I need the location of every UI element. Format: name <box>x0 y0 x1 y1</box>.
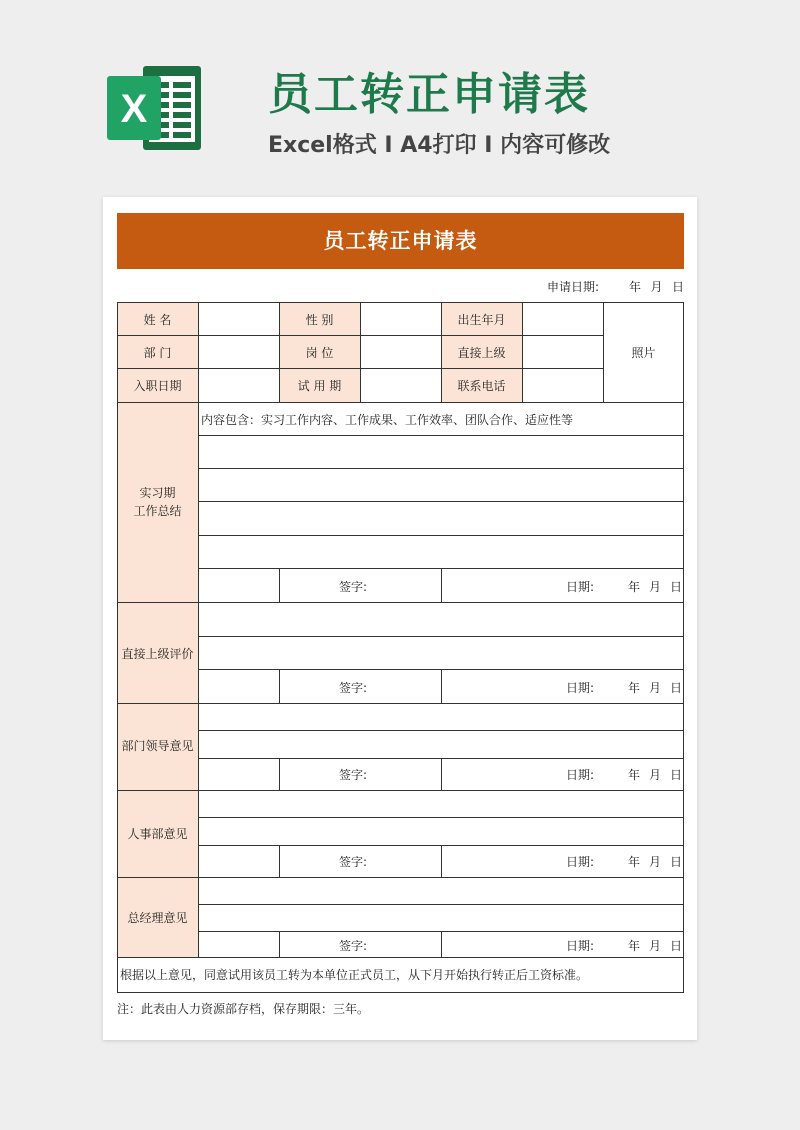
name-field[interactable] <box>199 303 279 335</box>
supervisor-eval-label: 直接上级评价 <box>121 647 194 661</box>
dept-leader-label: 部门领导意见 <box>121 739 194 753</box>
gm-date-value[interactable]: 年 月 日 <box>628 939 682 953</box>
summary-sign-label: 签字: <box>339 580 368 594</box>
dept-leader-area[interactable] <box>199 704 683 758</box>
dept-leader-date-value[interactable]: 年 月 日 <box>628 768 682 782</box>
summary-label-line1: 实习期 <box>139 486 176 500</box>
supervisor-field[interactable] <box>523 336 603 368</box>
dept-leader-sign-label: 签字: <box>339 768 368 782</box>
photo-box[interactable] <box>604 303 683 402</box>
probation-label: 试 用 期 <box>297 379 342 393</box>
entry-date-label: 入职日期 <box>133 379 182 393</box>
phone-label: 联系电话 <box>457 379 506 393</box>
photo-label: 照片 <box>631 346 656 360</box>
summary-text-area[interactable] <box>199 436 683 568</box>
birth-field[interactable] <box>523 303 603 335</box>
gm-opinion-label: 总经理意见 <box>127 911 188 925</box>
dept-field[interactable] <box>199 336 279 368</box>
dept-label: 部 门 <box>143 346 172 360</box>
gender-label: 性 别 <box>305 313 334 327</box>
gm-sign-label: 签字: <box>339 939 368 953</box>
form-paper <box>103 197 697 1040</box>
apply-date-value[interactable]: 年 月 日 <box>629 280 684 294</box>
hr-opinion-label: 人事部意见 <box>127 827 188 841</box>
supervisor-label: 直接上级 <box>457 346 506 360</box>
hr-opinion-area[interactable] <box>199 791 683 845</box>
gm-opinion-area[interactable] <box>199 878 683 931</box>
apply-date-row <box>117 273 684 299</box>
page-subtitle: Excel格式 I A4打印 I 内容可修改 <box>268 133 611 158</box>
summary-content-hint: 内容包含：实习工作内容、工作成果、工作效率、团队合作、适应性等 <box>201 413 574 427</box>
entry-date-field[interactable] <box>199 369 279 402</box>
hr-sign-label: 签字: <box>339 855 368 869</box>
form-title: 员工转正申请表 <box>117 213 684 269</box>
supervisor-date-value[interactable]: 年 月 日 <box>628 681 682 695</box>
name-label: 姓 名 <box>143 313 172 327</box>
conclusion-text: 根据以上意见，同意试用该员工转为本单位正式员工，从下月开始执行转正后工资标准。 <box>120 968 589 982</box>
supervisor-date-label: 日期: <box>566 681 595 695</box>
summary-date-value[interactable]: 年 月 日 <box>628 580 682 594</box>
birth-label: 出生年月 <box>457 313 506 327</box>
excel-logo-icon <box>105 58 205 158</box>
gm-date-label: 日期: <box>566 939 595 953</box>
hr-date-value[interactable]: 年 月 日 <box>628 855 682 869</box>
probation-field[interactable] <box>361 369 441 402</box>
form-table <box>117 302 684 993</box>
hr-date-label: 日期: <box>566 855 595 869</box>
position-field[interactable] <box>361 336 441 368</box>
position-label: 岗 位 <box>305 346 334 360</box>
gender-field[interactable] <box>361 303 441 335</box>
summary-label-line2: 工作总结 <box>133 504 182 518</box>
phone-field[interactable] <box>523 369 603 402</box>
apply-date-label: 申请日期: <box>547 280 600 294</box>
svg-text:X: X <box>120 87 148 131</box>
dept-leader-date-label: 日期: <box>566 768 595 782</box>
summary-date-label: 日期: <box>566 580 595 594</box>
page-title: 员工转正申请表 <box>268 69 590 120</box>
footnote: 注：此表由人力资源部存档，保存期限：三年。 <box>117 1002 370 1016</box>
page-header <box>0 0 800 190</box>
supervisor-eval-area[interactable] <box>199 603 683 669</box>
supervisor-sign-label: 签字: <box>339 681 368 695</box>
